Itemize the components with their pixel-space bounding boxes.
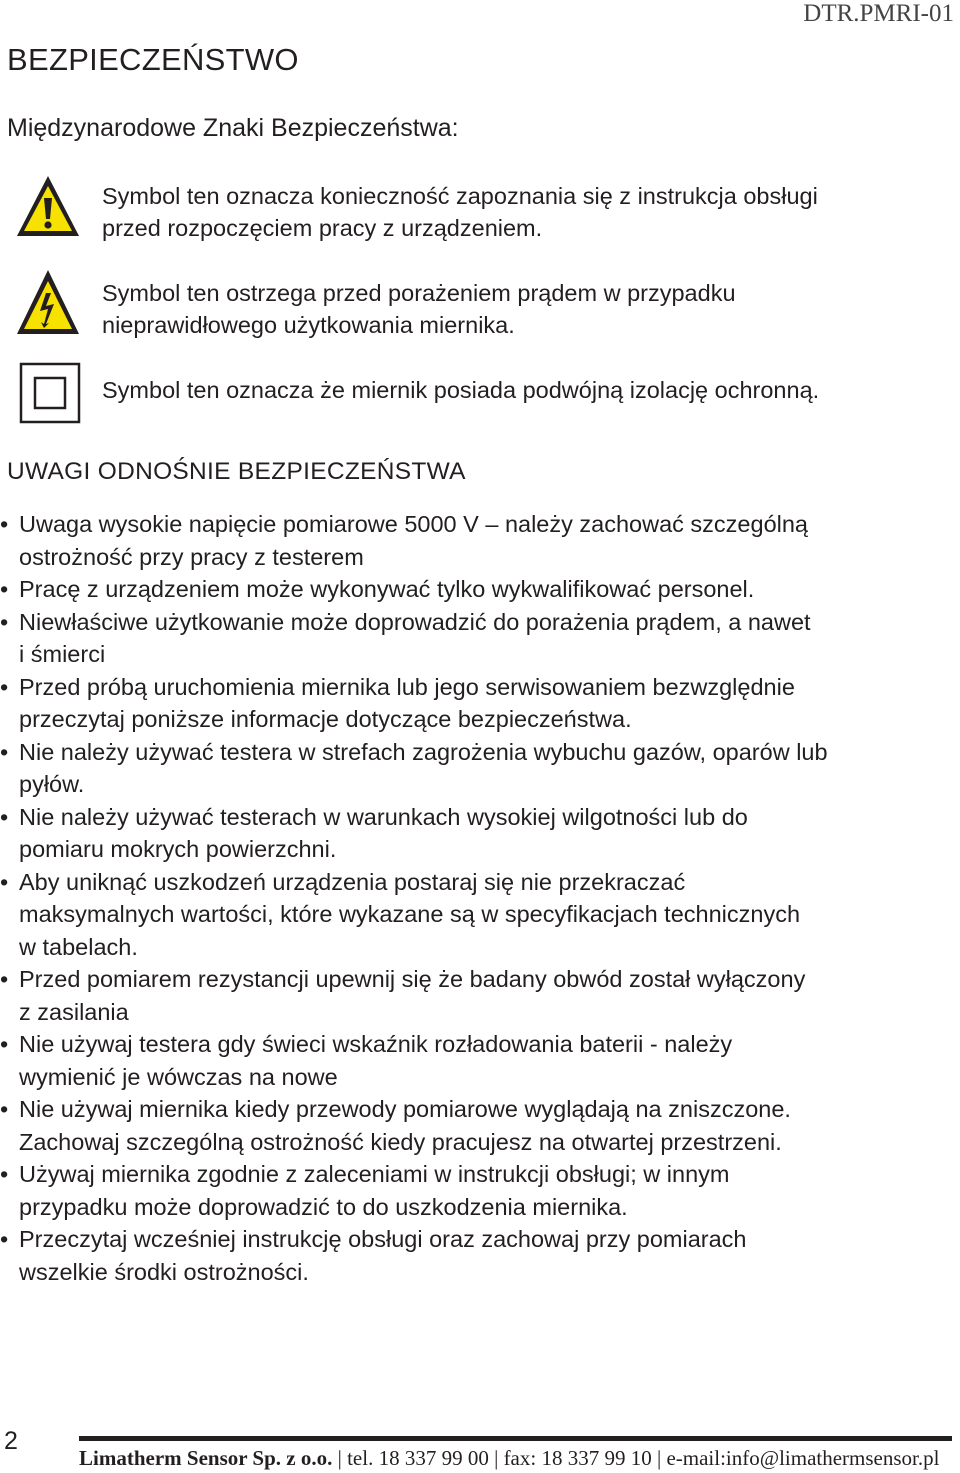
footer-tel: tel. 18 337 99 00 <box>347 1446 489 1470</box>
document-code: DTR.PMRI-01 <box>803 0 954 27</box>
list-item <box>0 671 960 736</box>
symbol-text-warning: Symbol ten oznacza konieczność zapoznania się z instrukcja obsługi przed rozpoczęciem pracy z urządzeniem. <box>102 183 818 241</box>
symbol-text-shock: Symbol ten ostrzega przed porażeniem prądem w przypadku nieprawidłowego użytkowania miernika. <box>102 280 736 338</box>
note-text: Przed próbą uruchomienia miernika lub jego serwisowaniem bezwzględnie przeczytaj poniższe informacje dotyczące bezpieczeństwa. <box>19 673 795 732</box>
list-item <box>0 866 960 964</box>
note-text: Uwaga wysokie napięcie pomiarowe 5000 V – należy zachować szczególną ostrożność przy pracy z testerem <box>19 511 808 570</box>
footer-company: Limatherm Sensor Sp. z o.o. <box>79 1446 333 1470</box>
list-item <box>0 1093 960 1158</box>
page-title: BEZPIECZEŃSTWO <box>7 42 299 77</box>
list-item <box>0 573 960 606</box>
footer-contact <box>79 1446 939 1471</box>
note-text: Pracę z urządzeniem może wykonywać tylko wykwalifikować personel. <box>19 576 755 602</box>
double-insulation-icon <box>13 360 83 426</box>
note-text: Nie używaj miernika kiedy przewody pomiarowe wyglądają na zniszczone. Zachowaj szczególną ostrożność kiedy pracujesz na otwartej przestrzeni. <box>19 1096 791 1155</box>
list-item <box>0 1028 960 1093</box>
note-text: Aby uniknąć uszkodzeń urządzenia postaraj się nie przekraczać maksymalnych wartości, które wykazane są w specyfikacjach technicznych w tabelach. <box>19 868 801 960</box>
bullet-icon: • <box>0 576 9 602</box>
bullet-icon: • <box>0 738 9 765</box>
safety-notes-list <box>0 508 960 1288</box>
warning-triangle-icon <box>13 172 83 242</box>
bullet-icon: • <box>0 868 9 895</box>
bullet-icon: • <box>0 1161 9 1187</box>
footer-separator: | <box>488 1446 504 1470</box>
bullet-icon: • <box>0 966 9 992</box>
note-text: Przed pomiarem rezystancji upewnij się że badany obwód został wyłączony z zasilania <box>19 966 806 1025</box>
note-text: Nie należy używać testera w strefach zagrożenia wybuchu gazów, oparów lub pyłów. <box>19 738 828 797</box>
safety-notes-heading: UWAGI ODNOŚNIE BEZPIECZEŃSTWA <box>7 458 466 485</box>
list-item <box>0 736 960 801</box>
page-number: 2 <box>4 1427 18 1455</box>
list-item <box>0 801 960 866</box>
list-item <box>0 963 960 1028</box>
electric-shock-icon <box>13 266 83 338</box>
list-item <box>0 606 960 671</box>
bullet-icon: • <box>0 803 9 830</box>
symbol-text-insulation: Symbol ten oznacza że miernik posiada podwójną izolację ochronną. <box>102 377 820 403</box>
safety-signs-subtitle: Międzynarodowe Znaki Bezpieczeństwa: <box>7 114 459 142</box>
footer-separator: | <box>651 1446 667 1470</box>
bullet-icon: • <box>0 608 9 635</box>
footer-fax: fax: 18 337 99 10 <box>503 1446 652 1470</box>
bullet-icon: • <box>0 673 9 700</box>
note-text: Niewłaściwe użytkowanie może doprowadzić do porażenia prądem, a nawet i śmierci <box>19 608 811 667</box>
note-text: Nie używaj testera gdy świeci wskaźnik rozładowania baterii - należy wymienić je wówczas na nowe <box>19 1031 733 1090</box>
footer-separator: | <box>332 1446 348 1470</box>
list-item <box>0 508 960 573</box>
bullet-icon: • <box>0 511 9 537</box>
bullet-icon: • <box>0 1031 9 1057</box>
note-text: Nie należy używać testerach w warunkach wysokiej wilgotności lub do pomiaru mokrych powierzchni. <box>19 803 748 862</box>
list-item <box>0 1158 960 1223</box>
bullet-icon: • <box>0 1226 9 1252</box>
bullet-icon: • <box>0 1096 9 1122</box>
note-text: Przeczytaj wcześniej instrukcję obsługi oraz zachowaj przy pomiarach wszelkie środki ostrożności. <box>19 1226 747 1285</box>
note-text: Używaj miernika zgodnie z zaleceniami w instrukcji obsługi; w innym przypadku może doprowadzić to do uszkodzenia miernika. <box>19 1161 730 1220</box>
footer-divider <box>79 1436 952 1441</box>
list-item <box>0 1223 960 1288</box>
footer-email[interactable]: e-mail:info@limathermsensor.pl <box>666 1446 940 1470</box>
